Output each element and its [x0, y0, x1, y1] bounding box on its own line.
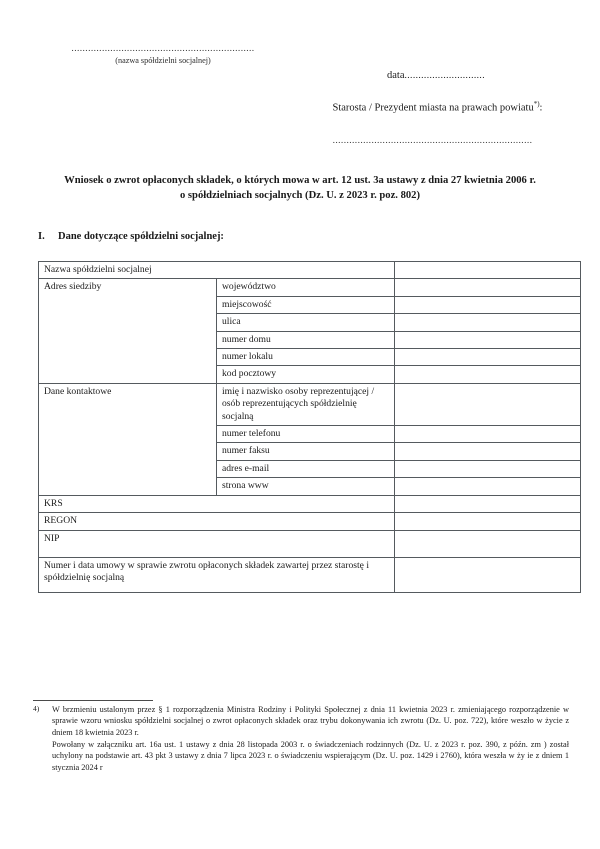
- row-label-street: ulica: [217, 314, 395, 331]
- row-label-locality: miejscowość: [217, 296, 395, 313]
- date-dotted-line[interactable]: .............................: [404, 71, 485, 81]
- cooperative-data-table: [38, 261, 581, 593]
- table-row-address-voivodeship: [39, 279, 581, 296]
- footnote-block: [33, 700, 569, 773]
- footnote-marker: 4): [33, 704, 40, 713]
- row-value-krs[interactable]: [395, 495, 581, 512]
- row-value-flat-number[interactable]: [395, 349, 581, 366]
- footnote-body: [33, 704, 569, 773]
- authority-line: [300, 100, 575, 114]
- title-line-1: Wniosek o zwrot opłaconych składek, o których mowa w art. 12 ust. 3a ustawy z dnia 27 kwietnia 2006 r.: [64, 175, 536, 186]
- row-label-representative: imię i nazwisko osoby reprezentującej / osób reprezentujących spółdzielnię socjalną: [217, 383, 395, 425]
- footnote-paragraph-2: Powołany w załączniku art. 16a ust. 1 ustawy z dnia 28 listopada 2003 r. o świadczeniach rodzinnych (Dz. U. z 2023 r. poz. 390, z późn. zm ) został uchylony na podstawie art. 43 pkt 3 ustawy z dnia 7 lipca 2023 r. o świadczeniu wspierającym (Dz. U. poz. 1429 i 2760), która weszła w ży ie z dniem 1 stycznia 2024 r: [52, 739, 569, 772]
- row-label-flat-number: numer lokalu: [217, 349, 395, 366]
- title-line-2: o spółdzielniach socjalnych (Dz. U. z 2023 r. poz. 802): [179, 190, 421, 201]
- row-value-regon[interactable]: [395, 513, 581, 530]
- row-label-email: adres e-mail: [217, 460, 395, 477]
- row-value-locality[interactable]: [395, 296, 581, 313]
- row-value-postal-code[interactable]: [395, 366, 581, 383]
- table-row-agreement: [39, 557, 581, 592]
- row-label-postal-code: kod pocztowy: [217, 366, 395, 383]
- table-row-contact-representative: [39, 383, 581, 425]
- authority-footnote-marker: *): [533, 100, 540, 108]
- row-value-house-number[interactable]: [395, 331, 581, 348]
- row-value-email[interactable]: [395, 460, 581, 477]
- table-row-regon: [39, 513, 581, 530]
- cooperative-name-block: [38, 44, 288, 66]
- date-block: [300, 70, 572, 81]
- authority-colon: :: [539, 102, 543, 114]
- section-heading: [38, 231, 224, 242]
- section-numeral: I.: [38, 231, 45, 242]
- date-label: data: [387, 70, 405, 81]
- row-label-name: Nazwa spółdzielni socjalnej: [39, 262, 395, 279]
- footnote-separator-rule: [33, 700, 153, 701]
- table-row-name: [39, 262, 581, 279]
- row-value-street[interactable]: [395, 314, 581, 331]
- row-value-nip[interactable]: [395, 530, 581, 557]
- row-label-house-number: numer domu: [217, 331, 395, 348]
- row-label-fax: numer faksu: [217, 443, 395, 460]
- section-heading-label: Dane dotyczące spółdzielni socjalnej:: [58, 231, 224, 242]
- page-title: [40, 173, 560, 203]
- row-label-phone: numer telefonu: [217, 426, 395, 443]
- row-value-website[interactable]: [395, 478, 581, 495]
- row-value-fax[interactable]: [395, 443, 581, 460]
- authority-label: Starosta / Prezydent miasta na prawach powiatu: [332, 102, 534, 114]
- row-value-name[interactable]: [395, 262, 581, 279]
- footnote-paragraph-1: W brzmieniu ustalonym przez § 1 rozporządzenia Ministra Rodziny i Polityki Społecznej z dnia 11 kwietnia 2023 r. zmieniającego rozporządzenie w sprawie wzoru wniosku spółdzielni socjalnej o zwrot opłaconych składek oraz trybu dokonywania ich zwrotu (Dz. U. poz. 722), które weszło w życie z dniem 18 kwietnia 2023 r.: [52, 705, 569, 737]
- row-label-website: strona www: [217, 478, 395, 495]
- authority-dotted-line[interactable]: ........................................................................: [332, 136, 533, 146]
- row-value-voivodeship[interactable]: [395, 279, 581, 296]
- table-row-krs: [39, 495, 581, 512]
- row-label-nip: NIP: [39, 530, 395, 557]
- cooperative-name-caption: (nazwa spółdzielni socjalnej): [115, 56, 211, 65]
- row-value-phone[interactable]: [395, 426, 581, 443]
- row-label-contact: Dane kontaktowe: [39, 383, 217, 495]
- row-value-agreement[interactable]: [395, 557, 581, 592]
- row-label-voivodeship: województwo: [217, 279, 395, 296]
- table-row-nip: [39, 530, 581, 557]
- row-label-regon: REGON: [39, 513, 395, 530]
- row-value-representative[interactable]: [395, 383, 581, 425]
- row-label-address: Adres siedziby: [39, 279, 217, 383]
- row-label-krs: KRS: [39, 495, 395, 512]
- cooperative-name-dotted-line[interactable]: ..................................................................: [71, 44, 255, 54]
- row-label-agreement: Numer i data umowy w sprawie zwrotu opłaconych składek zawartej przez starostę i spółdzielnię socjalną: [39, 557, 395, 592]
